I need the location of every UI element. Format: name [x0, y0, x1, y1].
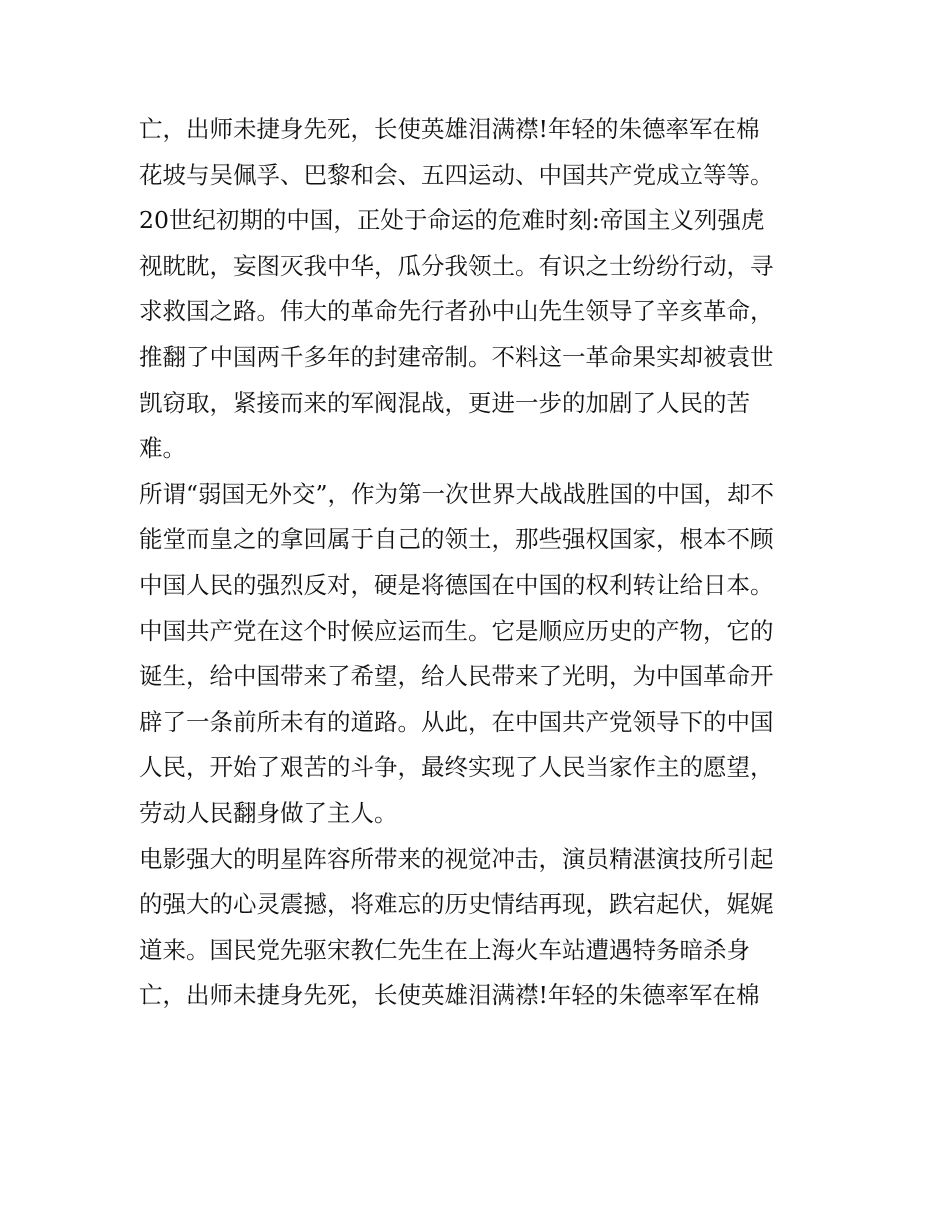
text-line: 求救国之路。伟大的革命先行者孙中山先生领导了辛亥革命，: [139, 297, 774, 326]
text-line: 所谓“弱国无外交”，作为第一次世界大战战胜国的中国，却不: [139, 479, 775, 508]
text-line: 难。: [139, 434, 186, 463]
text-line: 中国人民的强烈反对，硬是将德国在中国的权利转让给日本。: [139, 570, 774, 599]
text-line: 亡，出师未捷身先死，长使英雄泪满襟!年轻的朱德率军在棉: [139, 115, 760, 143]
text-line: 辟了一条前所未有的道路。从此，在中国共产党领导下的中国: [139, 707, 774, 736]
body-text: [139, 107, 819, 1019]
text-line: 能堂而皇之的拿回属于自己的领土，那些强权国家，根本不顾: [139, 525, 774, 554]
text-line: 凯窃取，紧接而来的军阀混战，更进一步的加剧了人民的苦: [139, 388, 750, 417]
text-line: 的强大的心灵震撼，将难忘的历史情结再现，跌宕起伏，娓娓: [139, 890, 774, 919]
text-line: 20世纪初期的中国，正处于命运的危难时刻:帝国主义列强虎: [139, 206, 765, 235]
text-line: 中国共产党在这个时候应运而生。它是顺应历史的产物，它的: [139, 616, 774, 645]
text-line: 亡，出师未捷身先死，长使英雄泪满襟!年轻的朱德率军在棉: [139, 981, 760, 1010]
text-line: 劳动人民翻身做了主人。: [139, 798, 398, 827]
text-line: 人民，开始了艰苦的斗争，最终实现了人民当家作主的愿望，: [139, 753, 774, 782]
text-line: 道来。国民党先驱宋教仁先生在上海火车站遭遇特务暗杀身: [139, 935, 750, 964]
text-line: 花坡与吴佩孚、巴黎和会、五四运动、中国共产党成立等等。: [139, 160, 774, 189]
text-line: 电影强大的明星阵容所带来的视觉冲击，演员精湛演技所引起: [139, 844, 774, 873]
text-line: 推翻了中国两千多年的封建帝制。不料这一革命果实却被袁世: [139, 342, 774, 371]
text-line: 视眈眈，妄图灭我中华，瓜分我领土。有识之士纷纷行动，寻: [139, 251, 774, 280]
text-line: 诞生，给中国带来了希望，给人民带来了光明，为中国革命开: [139, 662, 774, 691]
